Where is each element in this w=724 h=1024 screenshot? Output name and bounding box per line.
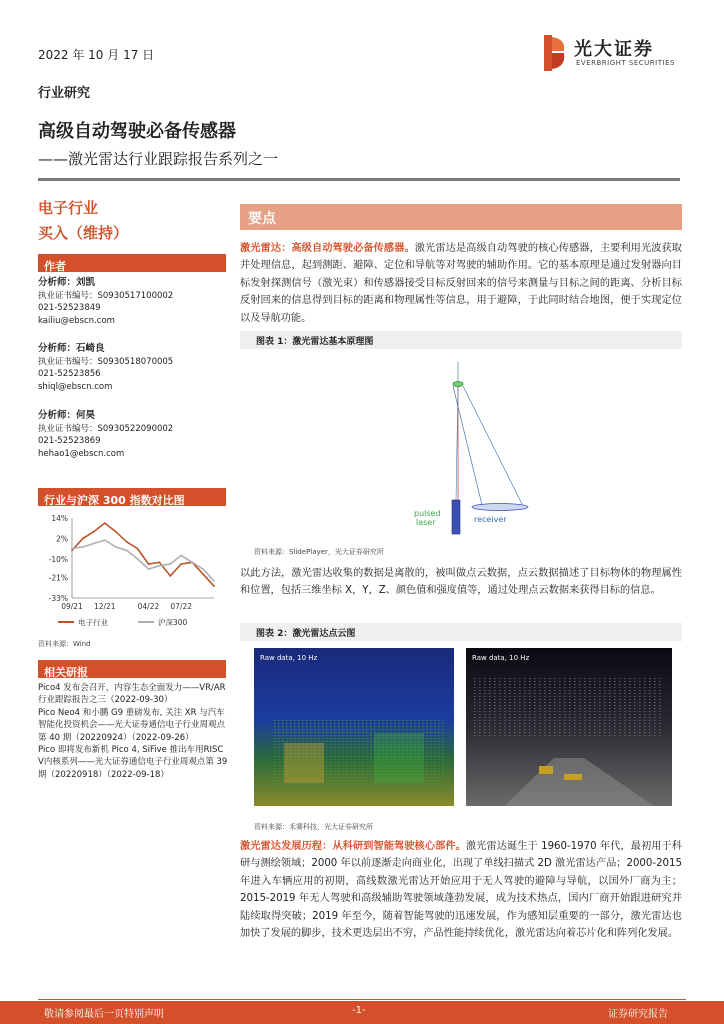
- footer-report-type: 证券研究报告: [608, 1009, 668, 1020]
- data-point: [115, 546, 117, 548]
- analyst-name: 分析师：石崎良: [38, 343, 105, 354]
- y-tick-label: -10%: [48, 554, 68, 564]
- data-point: [137, 548, 139, 550]
- data-point: [169, 575, 171, 577]
- analyst-email[interactable]: hehao1@ebscn.com: [38, 448, 125, 459]
- legend-label: 电子行业: [78, 618, 108, 627]
- data-point: [202, 568, 204, 570]
- x-tick-label: 09/21: [61, 602, 83, 611]
- right-raw-data-caption: Raw data, 10 Hz: [472, 654, 530, 662]
- paragraph-lead: 激光雷达发展历程：从科研到智能驾驶核心部件。: [240, 841, 466, 852]
- data-point: [104, 522, 106, 524]
- company-logo: [542, 33, 692, 73]
- analyst-name: 分析师：刘凯: [38, 277, 96, 288]
- related-report-item[interactable]: Pico 即将发布新机 Pico 4, SiFive 推出车用RISC V内核系列——光大证券通信电子行业周观点第 39 期（20220918）（2022-09-18）: [38, 745, 228, 780]
- key-points-label: 要点: [248, 211, 276, 227]
- analyst-block: [38, 342, 228, 393]
- analyst-cert: 执业证书编号：S0930522090002: [38, 424, 174, 434]
- receiver-icon: [472, 504, 528, 511]
- data-point: [169, 563, 171, 565]
- page-number: -1-: [352, 1005, 366, 1016]
- rating-label: 买入（维持）: [38, 224, 129, 242]
- report-date: 2022 年 10 月 17 日: [38, 48, 155, 62]
- figure-1-label: 图表 1：激光雷达基本原理图: [240, 331, 682, 349]
- data-point: [126, 549, 128, 551]
- laser-label: laser: [416, 518, 436, 527]
- data-point: [213, 580, 215, 582]
- data-point: [71, 548, 73, 550]
- data-point: [158, 561, 160, 563]
- pulsed-label: pulsed: [414, 509, 441, 518]
- figure-2-label: 图表 2：激光雷达点云图: [240, 623, 682, 641]
- receiver-label: receiver: [474, 515, 507, 524]
- data-point: [137, 558, 139, 560]
- authors-heading: 作者: [38, 254, 226, 272]
- analyst-name: 分析师：何昊: [38, 410, 96, 421]
- data-point: [82, 546, 84, 548]
- data-point: [93, 543, 95, 545]
- logo-english-name: EVERBRIGHT SECURITIES: [576, 59, 675, 67]
- related-report-item[interactable]: Pico Neo4 和小鹏 G9 重磅发布, 关注 XR 与汽车智能化投资机会——光大证券通信电子行业周观点第 40 期（20220924）（2022-09-26）: [38, 707, 226, 743]
- header-divider: [38, 178, 680, 181]
- analyst-block: [38, 409, 228, 460]
- paragraph-lidar-history: [240, 838, 682, 942]
- data-point: [213, 585, 215, 587]
- data-point: [158, 565, 160, 567]
- analyst-block: [38, 276, 228, 327]
- paragraph-lidar-intro: [240, 240, 682, 327]
- logo-chinese-name: 光大证券: [574, 39, 654, 60]
- analyst-cert: 执业证书编号：S0930518070005: [38, 357, 174, 367]
- point-cloud-svg: [254, 648, 680, 816]
- data-point: [93, 531, 95, 533]
- data-point: [148, 568, 150, 570]
- footer-disclaimer[interactable]: 敬请参阅最后一页特别声明: [44, 1009, 164, 1020]
- chart-source: 资料来源：Wind: [38, 640, 91, 648]
- related-heading: 相关研报: [38, 660, 226, 678]
- data-point: [71, 549, 73, 551]
- y-tick-label: 14%: [51, 514, 68, 523]
- target-icon: [453, 382, 463, 387]
- y-tick-label: 2%: [56, 534, 68, 544]
- data-point: [126, 541, 128, 543]
- data-point: [104, 539, 106, 541]
- analyst-email[interactable]: shiql@ebscn.com: [38, 381, 113, 392]
- data-point: [148, 563, 150, 565]
- paragraph-lead: 激光雷达：高级自动驾驶必备传感器。: [240, 243, 415, 254]
- analyst-phone: 021-52523856: [38, 369, 101, 380]
- chart-svg: [38, 510, 228, 638]
- related-report-item[interactable]: Pico4 发布会召开，内容生态全面发力——VR/AR 行业跟踪报告之三（2022-09-30）: [38, 683, 226, 706]
- paragraph-point-cloud: 以此方法，激光雷达收集的数据是离散的，被叫做点云数据，点云数据描述了目标物体的物理属性和位置，包括三维坐标 X，Y，Z、颜色值和强度值等，通过处理点云数据来获得目标的信息。: [240, 568, 682, 597]
- logo-mark-icon: [542, 33, 568, 73]
- sector-label: 电子行业: [38, 199, 99, 217]
- data-point: [82, 538, 84, 540]
- data-point: [202, 573, 204, 575]
- figure-1-source: 资料来源：SlidePlayer，光大证券研究所: [254, 548, 384, 556]
- pulsed-laser-icon: [452, 500, 460, 534]
- data-point: [115, 531, 117, 533]
- paragraph-body: 激光雷达诞生于 1960-1970 年代，最初用于科研与测绘领域；2000 年以前逐渐走向商业化，出现了单线扫描式 2D 激光雷达产品；2000-2015 年进入车辆应用的初期，高线数激光雷达开始应用于无人驾驶的避障与导航，以国外厂商为主；2015-2019 年无人驾驶和高级辅助驾驶领域蓬勃发展，成为技术热点，国内厂商开始跟进研究并陆续取得突破；2019 年至今，随着智能驾驶的迅速发展，作为感知层重要的一部分，激光雷达也加快了发展的脚步，技术更迭层出不穷，产品性能持续优化，激光雷达向着芯片化和阵列化发展。: [240, 841, 682, 940]
- report-title: 高级自动驾驶必备传感器: [38, 121, 236, 142]
- point-cloud-images: [254, 648, 680, 816]
- report-subtitle: ——激光雷达行业跟踪报告系列之一: [38, 150, 279, 168]
- analyst-phone: 021-52523849: [38, 303, 101, 314]
- analyst-phone: 021-52523869: [38, 436, 101, 447]
- data-point: [191, 561, 193, 563]
- lidar-principle-svg: [400, 352, 540, 542]
- chart-heading: 行业与沪深 300 指数对比图: [38, 488, 226, 506]
- analyst-cert: 执业证书编号：S0930517100002: [38, 291, 174, 301]
- related-reports-list: [38, 682, 228, 781]
- footer-divider: [38, 999, 686, 1000]
- analyst-email[interactable]: kailiu@ebscn.com: [38, 315, 115, 326]
- y-tick-label: -33%: [48, 594, 68, 603]
- figure-2-source: 资料来源：禾赛科技，光大证券研究所: [254, 823, 373, 831]
- y-tick-label: -21%: [48, 573, 68, 583]
- index-comparison-chart: [38, 510, 228, 650]
- data-point: [180, 563, 182, 565]
- x-tick-label: 12/21: [93, 602, 116, 611]
- report-category: 行业研究: [38, 86, 91, 101]
- legend-label: 沪深300: [158, 618, 188, 627]
- x-tick-label: 07/22: [170, 602, 193, 611]
- series-line-electronics: [72, 523, 214, 586]
- left-raw-data-caption: Raw data, 10 Hz: [260, 654, 318, 662]
- key-points-heading: [240, 204, 682, 230]
- x-tick-label: 04/22: [137, 602, 160, 611]
- paragraph-body: 激光雷达是高级自动驾驶的核心传感器，主要利用光波获取并处理信息，起到测距、避障、定位和导航等对驾驶的辅助作用。它的基本原理是通过发射器向目标发射探测信号（激光束）和传感器接受目标反射回来的信号来测量与目标之间的距离、分析目标反射回来的信息得到目标的距离和物理属性等信息，用于避障，于此同时结合地图，便于实现定位以及导航功能。: [240, 243, 682, 324]
- series-line-hs300: [72, 540, 214, 581]
- lidar-principle-diagram: [400, 352, 540, 542]
- data-point: [180, 555, 182, 557]
